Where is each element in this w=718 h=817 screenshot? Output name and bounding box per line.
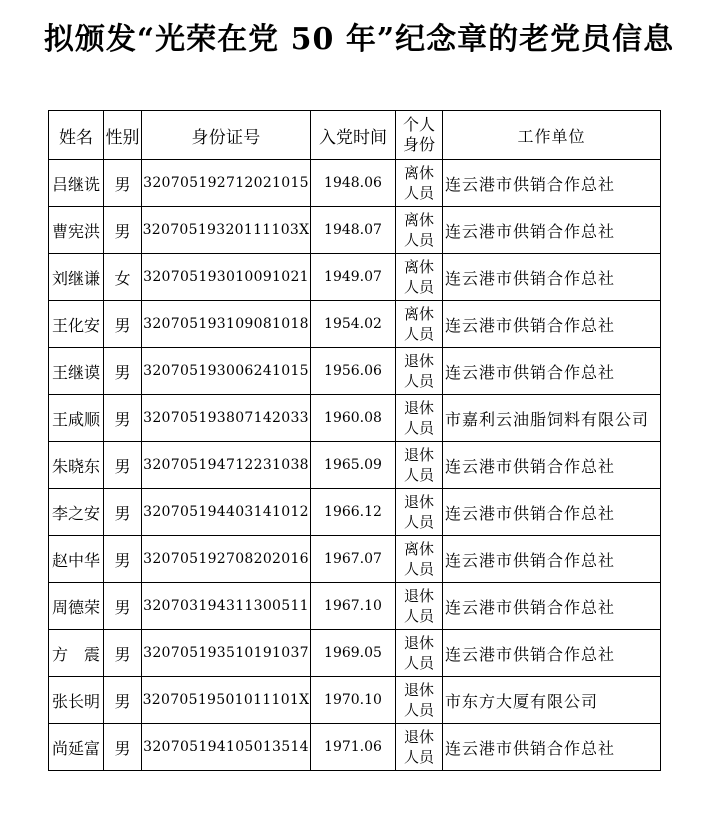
cell-id-number: 320705193006241015 [142,348,311,395]
cell-id-number: 32070519320111103X [142,207,311,254]
cell-sex: 男 [104,207,142,254]
cell-status [396,630,443,677]
cell-name: 李之安 [49,489,104,536]
cell-work-unit: 市嘉利云油脂饲料有限公司 [443,395,661,442]
cell-sex: 男 [104,160,142,207]
cell-join-date: 1956.06 [311,348,396,395]
cell-status-line2: 人员 [403,748,434,766]
cell-status-line1: 离休 [403,258,434,276]
table-row [49,254,661,301]
cell-status [396,207,443,254]
cell-status [396,583,443,630]
header-status-line1: 个人 [402,115,435,134]
cell-join-date: 1969.05 [311,630,396,677]
cell-status [396,677,443,724]
cell-status [396,442,443,489]
cell-id-number: 320705193510191037 [142,630,311,677]
cell-join-date: 1948.06 [311,160,396,207]
cell-status-line2: 人员 [403,701,434,719]
cell-status-line1: 离休 [403,164,434,182]
cell-id-number: 320705193010091021 [142,254,311,301]
cell-status [396,254,443,301]
cell-status-line1: 退休 [403,493,434,511]
cell-work-unit: 连云港市供销合作总社 [443,301,661,348]
table-row [49,442,661,489]
cell-status-line2: 人员 [403,466,434,484]
cell-status-line1: 退休 [403,634,434,652]
cell-work-unit: 连云港市供销合作总社 [443,254,661,301]
table-row [49,583,661,630]
cell-name: 张长明 [49,677,104,724]
cell-sex: 男 [104,677,142,724]
header-join-date: 入党时间 [311,111,396,160]
cell-work-unit: 连云港市供销合作总社 [443,489,661,536]
cell-status-line2: 人员 [403,419,434,437]
cell-name: 尚延富 [49,724,104,771]
cell-sex: 男 [104,724,142,771]
cell-status-line1: 退休 [403,587,434,605]
cell-status-line2: 人员 [403,231,434,249]
table-row [49,395,661,442]
cell-join-date: 1970.10 [311,677,396,724]
cell-id-number: 320705192708202016 [142,536,311,583]
cell-status-line1: 退休 [403,352,434,370]
cell-status-line1: 离休 [403,305,434,323]
cell-status [396,724,443,771]
cell-join-date: 1949.07 [311,254,396,301]
cell-id-number: 320705194712231038 [142,442,311,489]
cell-sex: 男 [104,536,142,583]
cell-join-date: 1971.06 [311,724,396,771]
cell-name: 方 震 [49,630,104,677]
table-row [49,630,661,677]
member-table [48,110,661,771]
cell-name: 刘继谦 [49,254,104,301]
cell-name: 曹宪洪 [49,207,104,254]
cell-work-unit: 连云港市供销合作总社 [443,583,661,630]
cell-name: 王咸顺 [49,395,104,442]
cell-id-number: 32070519501011101X [142,677,311,724]
cell-status-line2: 人员 [403,278,434,296]
cell-status-line2: 人员 [403,325,434,343]
cell-join-date: 1967.07 [311,536,396,583]
table-row [49,301,661,348]
cell-status-line1: 退休 [403,399,434,417]
cell-id-number: 320705193109081018 [142,301,311,348]
table-row [49,489,661,536]
cell-status [396,348,443,395]
cell-status-line1: 离休 [403,540,434,558]
table-row [49,207,661,254]
cell-name: 王化安 [49,301,104,348]
cell-name: 王继谟 [49,348,104,395]
cell-name: 赵中华 [49,536,104,583]
cell-status-line2: 人员 [403,372,434,390]
cell-work-unit: 连云港市供销合作总社 [443,630,661,677]
cell-join-date: 1948.07 [311,207,396,254]
cell-work-unit: 市东方大厦有限公司 [443,677,661,724]
cell-sex: 男 [104,583,142,630]
cell-id-number: 320705193807142033 [142,395,311,442]
cell-status [396,301,443,348]
cell-status-line2: 人员 [403,560,434,578]
cell-name: 周德荣 [49,583,104,630]
cell-status [396,489,443,536]
header-status [396,111,443,160]
table-header-row [49,111,661,160]
cell-work-unit: 连云港市供销合作总社 [443,442,661,489]
cell-name: 吕继诜 [49,160,104,207]
table-row [49,348,661,395]
cell-sex: 男 [104,395,142,442]
cell-id-number: 320705194105013514 [142,724,311,771]
cell-id-number: 320705192712021015 [142,160,311,207]
cell-sex: 男 [104,630,142,677]
cell-join-date: 1967.10 [311,583,396,630]
cell-work-unit: 连云港市供销合作总社 [443,207,661,254]
cell-status-line2: 人员 [403,654,434,672]
cell-sex: 男 [104,301,142,348]
cell-status-line2: 人员 [403,513,434,531]
cell-work-unit: 连云港市供销合作总社 [443,160,661,207]
cell-status [396,536,443,583]
cell-sex: 女 [104,254,142,301]
table-row [49,536,661,583]
table-row [49,724,661,771]
cell-status-line2: 人员 [403,607,434,625]
table-row [49,160,661,207]
cell-status-line1: 退休 [403,681,434,699]
page-title: 拟颁发“光荣在党 50 年”纪念章的老党员信息 [43,22,675,57]
header-name: 姓名 [49,111,104,160]
cell-work-unit: 连云港市供销合作总社 [443,348,661,395]
cell-id-number: 320705194403141012 [142,489,311,536]
cell-status-line1: 退休 [403,446,434,464]
cell-id-number: 320703194311300511 [142,583,311,630]
header-id: 身份证号 [142,111,311,160]
cell-status-line1: 退休 [403,728,434,746]
cell-status-line2: 人员 [403,184,434,202]
cell-join-date: 1954.02 [311,301,396,348]
cell-sex: 男 [104,489,142,536]
cell-sex: 男 [104,348,142,395]
cell-join-date: 1965.09 [311,442,396,489]
cell-join-date: 1966.12 [311,489,396,536]
cell-work-unit: 连云港市供销合作总社 [443,536,661,583]
cell-status [396,395,443,442]
header-sex: 性别 [104,111,142,160]
table-row [49,677,661,724]
header-unit: 工作单位 [443,111,661,160]
cell-join-date: 1960.08 [311,395,396,442]
cell-status-line1: 离休 [403,211,434,229]
cell-work-unit: 连云港市供销合作总社 [443,724,661,771]
cell-status [396,160,443,207]
cell-sex: 男 [104,442,142,489]
cell-name: 朱晓东 [49,442,104,489]
header-status-line2: 身份 [402,135,435,154]
